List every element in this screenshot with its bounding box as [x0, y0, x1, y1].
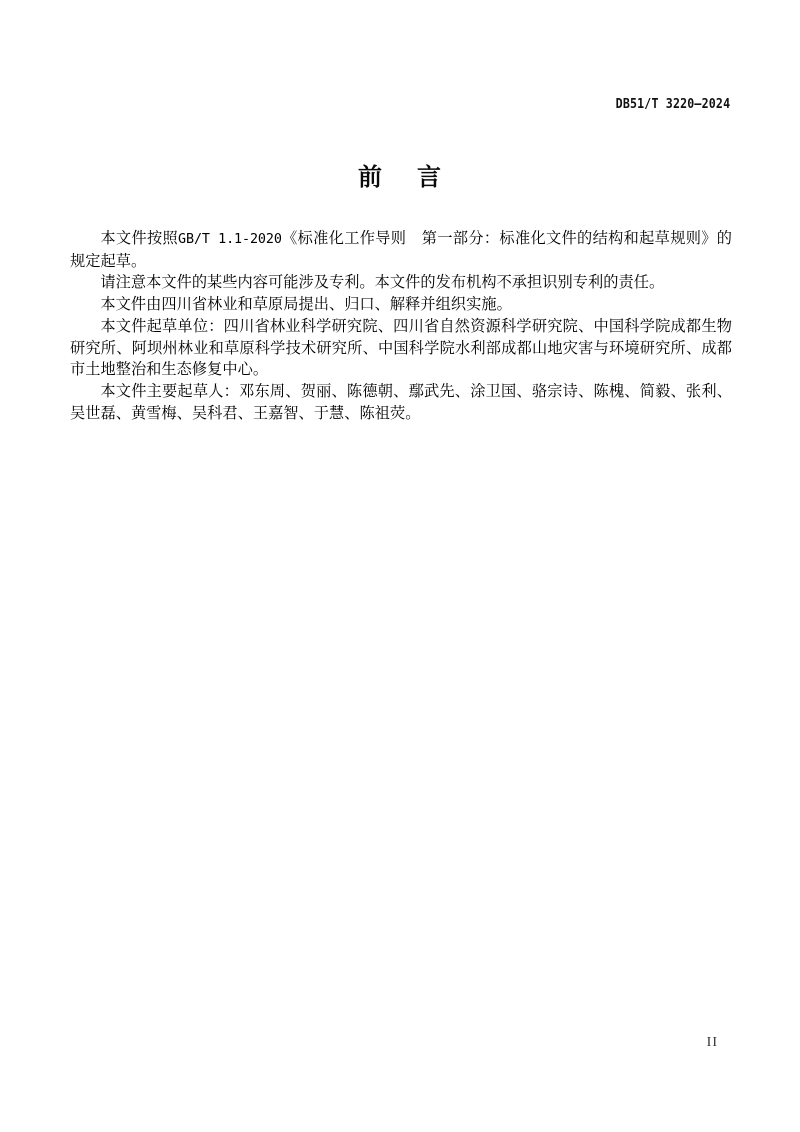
page-title — [0, 163, 800, 193]
foreword-body — [70, 228, 732, 424]
paragraph-proposing-body: 本文件由四川省林业和草原局提出、归口、解释并组织实施。 — [100, 296, 512, 314]
paragraph-drafting-units: 本文件起草单位：四川省林业科学研究院、四川省自然资源科学研究院、中国科学院成都生物研究所、阿坝州林业和草原科学技术研究所、中国科学院水利部成都山地灾害与环境研究所、成都市土地整治和生态修复中心。 — [70, 317, 732, 379]
paragraph-main-drafters: 本文件主要起草人：邓东周、贺丽、陈德朝、鄢武先、涂卫国、骆宗诗、陈槐、简毅、张利、吴世磊、黄雪梅、吴科君、王嘉智、于慧、陈祖荧。 — [70, 382, 732, 422]
page-number: II — [706, 1035, 718, 1050]
paragraph-patent-notice: 请注意本文件的某些内容可能涉及专利。本文件的发布机构不承担识别专利的责任。 — [100, 274, 665, 292]
paragraph-drafting-rules — [70, 228, 732, 272]
page-title-char-1: 前 — [358, 164, 383, 191]
running-header — [70, 96, 730, 114]
drafting-rules-lead: 本文件按照 — [100, 230, 179, 247]
standard-number: DB51/T 3220—2024 — [615, 96, 730, 112]
drafting-rules-tail: 《标准化工作导则 第一部分：标准化文件的结构和起草规则》的规定起草。 — [70, 230, 732, 270]
standard-reference: GB/T 1.1-2020 — [178, 232, 282, 247]
page-title-char-2: 言 — [417, 164, 442, 191]
